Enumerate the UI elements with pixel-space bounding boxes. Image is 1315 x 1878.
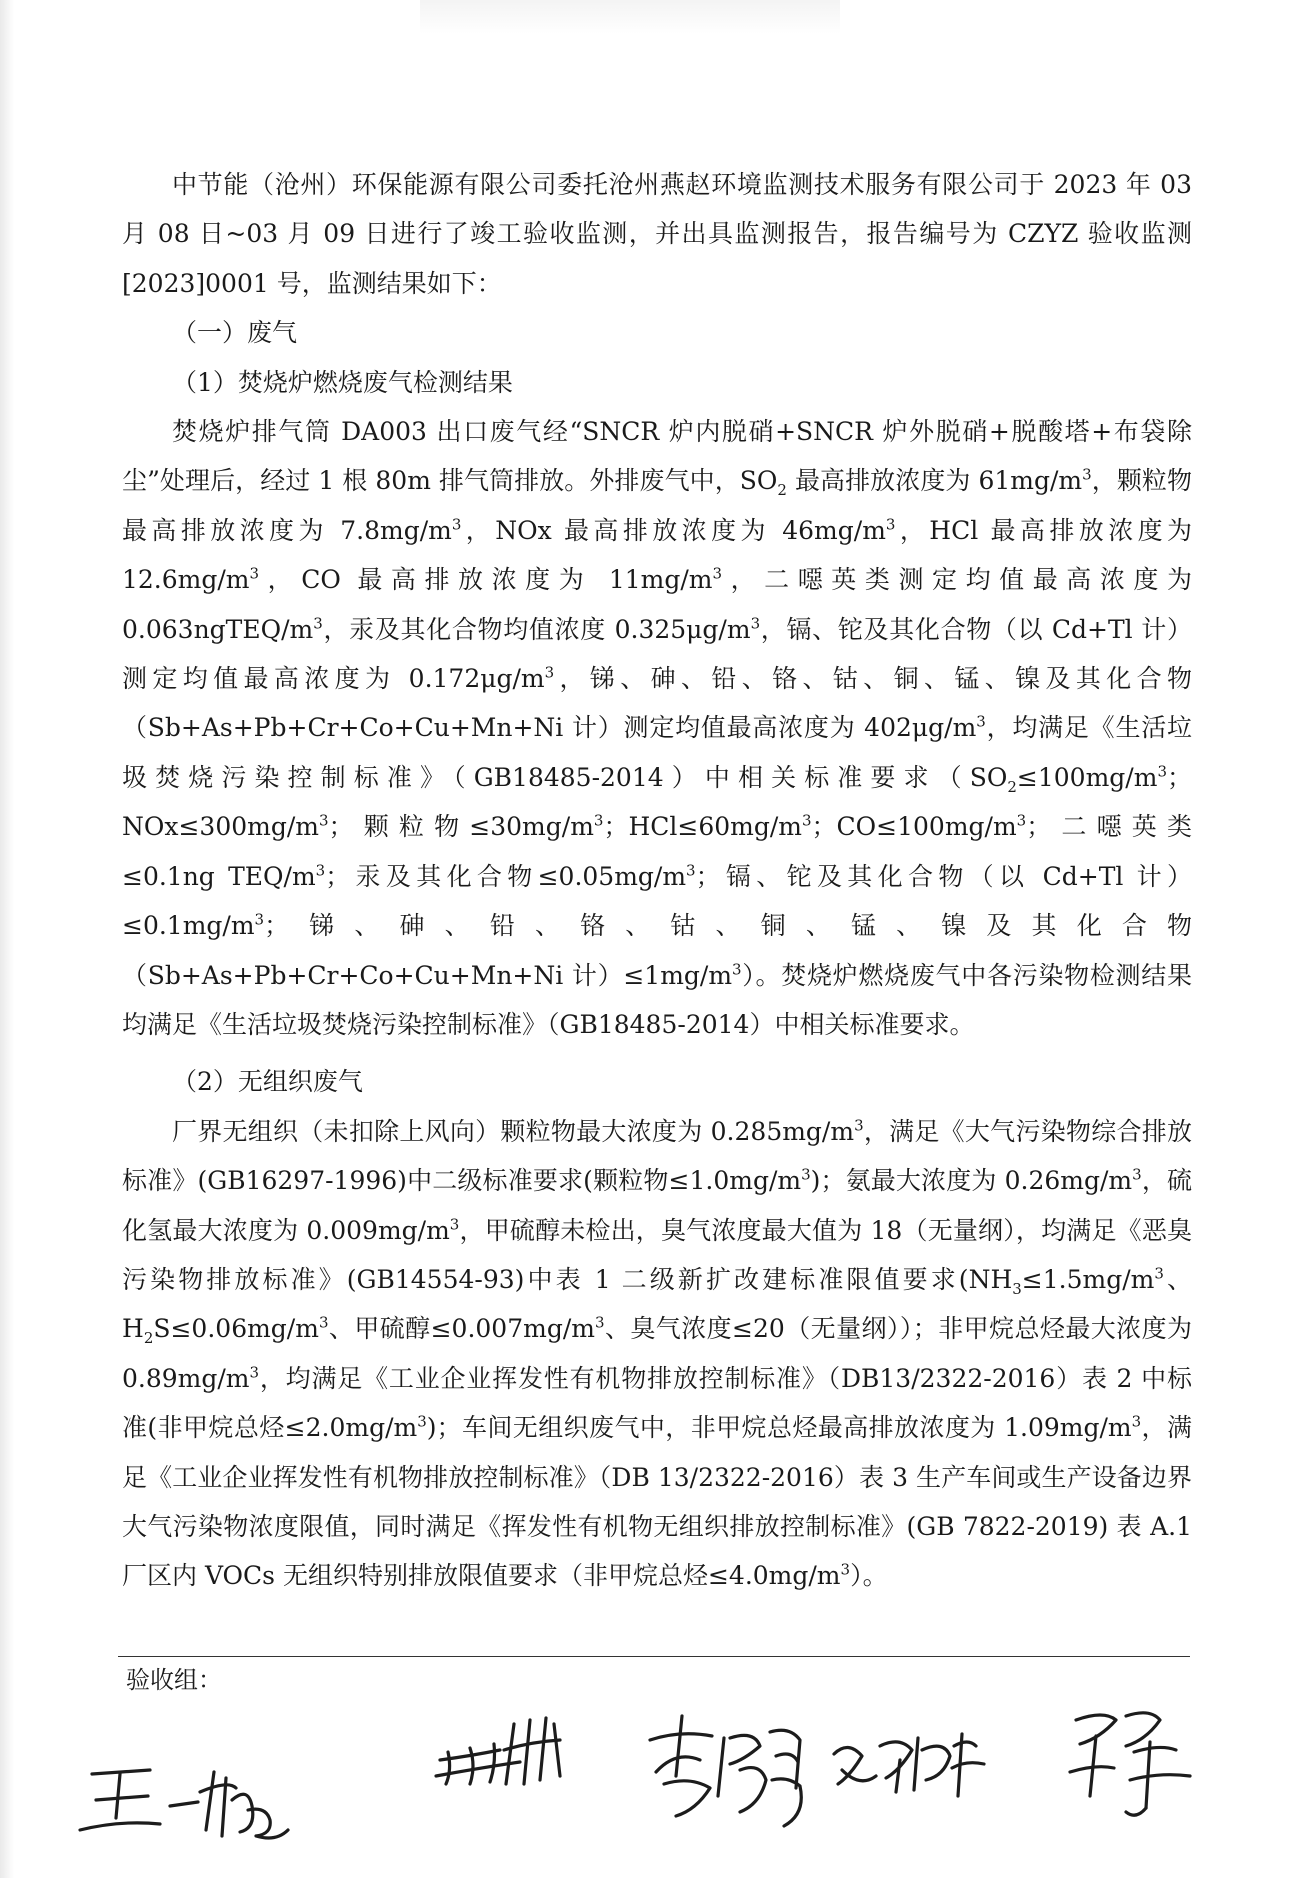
text-run: 焚烧炉排气筒 DA003 出口废气经“SNCR 炉内脱硝+SNCR 炉外脱硝+脱酸塔+布袋除尘”处理后，经过 1 根 80m 排气筒排放。外排废气中，SO <box>122 417 1192 496</box>
text-run: ，汞及其化合物均值浓度 0.325μg/m <box>322 614 751 644</box>
handwritten-signature-3 <box>650 1716 801 1826</box>
intro-paragraph <box>122 160 1192 308</box>
text-run: ；二噁英类≤0.1ng TEQ/m <box>122 812 1192 891</box>
text-run: )；氨最大浓度为 0.26mg/m <box>810 1166 1133 1196</box>
superscript: 3 <box>801 1165 811 1184</box>
text-run: ）。焚烧炉燃烧废气中各污染物检测结果均满足《生活垃圾焚烧污染控制标准》（GB18485-2014）中相关标准要求。 <box>122 960 1192 1039</box>
superscript: 3 <box>885 515 896 534</box>
fugitive-results-paragraph <box>122 1107 1192 1601</box>
incinerator-results-paragraph <box>122 407 1192 1049</box>
superscript: 3 <box>686 861 696 880</box>
superscript: 3 <box>451 515 462 534</box>
superscript: 3 <box>1132 1165 1142 1184</box>
intro-text: 中节能（沧州）环保能源有限公司委托沧州燕赵环境监测技术服务有限公司于 2023 年 03 月 08 日~03 月 09 日进行了竣工验收监测，并出具监测报告，报告编号为 CZYZ 验收监测[2023]0001 号，监测结果如下： <box>122 170 1192 298</box>
subscript: 2 <box>143 1329 154 1348</box>
superscript: 3 <box>449 1215 460 1234</box>
text-run: ；NOx≤300mg/m <box>122 762 1192 842</box>
text-run: ；汞及其化合物≤0.05mg/m <box>325 861 687 891</box>
subsection-title: （2）无组织废气 <box>172 1067 363 1097</box>
text-run: ≤1.5mg/m <box>1021 1264 1155 1294</box>
text-run: ，二噁英类测定均值最高浓度为 0.063ngTEQ/m <box>122 565 1192 644</box>
text-run: ；颗粒物≤30mg/m <box>328 812 594 842</box>
text-run: 、H <box>122 1264 1192 1344</box>
text-run: )；车间无组织废气中，非甲烷总烃最高排放浓度为 1.09mg/m <box>426 1413 1132 1443</box>
superscript: 3 <box>313 614 323 633</box>
text-run: ；HCl≤60mg/m <box>603 812 802 842</box>
superscript: 3 <box>1082 466 1092 485</box>
superscript: 3 <box>593 811 604 830</box>
text-run: ≤100mg/m <box>1016 762 1158 792</box>
text-run: 、臭气浓度≤20（无量纲））；非甲烷总烃最大浓度为 0.89mg/m <box>122 1314 1193 1393</box>
text-run: S≤0.06mg/m <box>153 1314 319 1344</box>
text-run: ，NOx 最高排放浓度为 46mg/m <box>461 515 886 545</box>
superscript: 3 <box>840 1561 851 1580</box>
text-run: ；锑、砷、铅、铬、钴、铜、锰、镍及其化合物（Sb+As+Pb+Cr+Co+Cu+Mn+Ni 计）≤1mg/m <box>122 911 1192 990</box>
handwritten-signature-4 <box>834 1734 984 1796</box>
superscript: 3 <box>254 910 265 929</box>
section-title: （一）废气 <box>172 318 298 348</box>
superscript: 3 <box>1157 762 1167 781</box>
subsection-title: （1）焚烧炉燃烧废气检测结果 <box>172 367 513 397</box>
text-run: ，均满足《生活垃圾焚烧污染控制标准》（GB18485-2014）中相关标准要求（SO <box>122 713 1192 792</box>
superscript: 3 <box>417 1412 427 1431</box>
text-run: ，满足《工业企业挥发性有机物排放控制标准》（DB 13/2322-2016）表 3 生产车间或生产设备边界大气污染物浓度限值，同时满足《挥发性有机物无组织排放控制标准》(GB 7822-2019) 表 A.1 厂区内 VOCs 无组织特别排放限值要求（非甲烷总烃≤4.0mg/m <box>122 1413 1192 1591</box>
subscript: 2 <box>1007 777 1017 796</box>
subscript: 2 <box>777 481 787 500</box>
superscript: 3 <box>318 1314 329 1333</box>
superscript: 3 <box>1154 1264 1164 1283</box>
text-run: ；CO≤100mg/m <box>811 812 1017 842</box>
subscript: 3 <box>1012 1279 1022 1298</box>
text-run: ，均满足《工业企业挥发性有机物排放控制标准》（DB13/2322-2016）表 2 中标准(非甲烷总烃≤2.0mg/m <box>122 1363 1192 1443</box>
superscript: 3 <box>318 811 329 830</box>
superscript: 3 <box>315 861 326 880</box>
signatures <box>0 1680 1315 1878</box>
footer-divider <box>118 1656 1190 1657</box>
text-run: ，硫化氢最大浓度为 0.009mg/m <box>122 1166 1192 1245</box>
acceptance-group-label: 验收组： <box>126 1666 222 1694</box>
text-run: 、甲硫醇≤0.007mg/m <box>328 1314 595 1344</box>
superscript: 3 <box>1016 811 1027 830</box>
superscript: 3 <box>976 713 986 732</box>
superscript: 3 <box>1131 1412 1142 1431</box>
superscript: 3 <box>750 614 761 633</box>
superscript: 3 <box>249 1363 260 1382</box>
superscript: 3 <box>801 811 812 830</box>
text-run: ，颗粒物最高排放浓度为 7.8mg/m <box>122 466 1192 545</box>
superscript: 3 <box>854 1116 864 1135</box>
text-run: ，HCl 最高排放浓度为 12.6mg/m <box>122 515 1193 595</box>
subsection-heading-fugitive <box>122 1057 1192 1106</box>
text-run: 厂界无组织（未扣除上风向）颗粒物最大浓度为 0.285mg/m <box>172 1116 855 1146</box>
section-heading-exhaust <box>122 308 1192 357</box>
scan-shadow-left <box>0 0 14 1878</box>
superscript: 3 <box>594 1314 605 1333</box>
text-run: ，镉、铊及其化合物（以 Cd+Tl 计）测定均值最高浓度为 0.172μg/m <box>122 614 1192 694</box>
text-run: ，CO 最高排放浓度为 11mg/m <box>259 565 713 595</box>
superscript: 3 <box>732 960 742 979</box>
text-run: ，甲硫醇未检出，臭气浓度最大值为 18（无量纲），均满足《恶臭污染物排放标准》(GB14554-93)中表 1 二级新扩改建标准限值要求(NH <box>122 1215 1192 1294</box>
text-run: 最高排放浓度为 61mg/m <box>786 466 1083 496</box>
subsection-heading-incinerator <box>122 358 1192 407</box>
handwritten-signature-5 <box>1070 1713 1190 1815</box>
text-run: ；镉、铊及其化合物（以 Cd+Tl 计）≤0.1mg/m <box>122 861 1193 941</box>
superscript: 3 <box>249 564 260 583</box>
report-body <box>122 160 1192 1601</box>
text-run: ，锑、砷、铅、铬、钴、铜、锰、镍及其化合物（Sb+As+Pb+Cr+Co+Cu+Mn+Ni 计）测定均值最高浓度为 402μg/m <box>122 664 1192 743</box>
superscript: 3 <box>544 663 555 682</box>
superscript: 3 <box>712 564 723 583</box>
scan-shadow-top <box>420 0 840 34</box>
paragraph-gap <box>122 1049 1192 1057</box>
text-run: ，满足《大气污染物综合排放标准》(GB16297-1996)中二级标准要求(颗粒物≤1.0mg/m <box>122 1116 1192 1196</box>
handwritten-signature-2 <box>436 1718 560 1784</box>
handwritten-signature-1 <box>80 1770 288 1838</box>
text-run: ）。 <box>850 1561 888 1591</box>
